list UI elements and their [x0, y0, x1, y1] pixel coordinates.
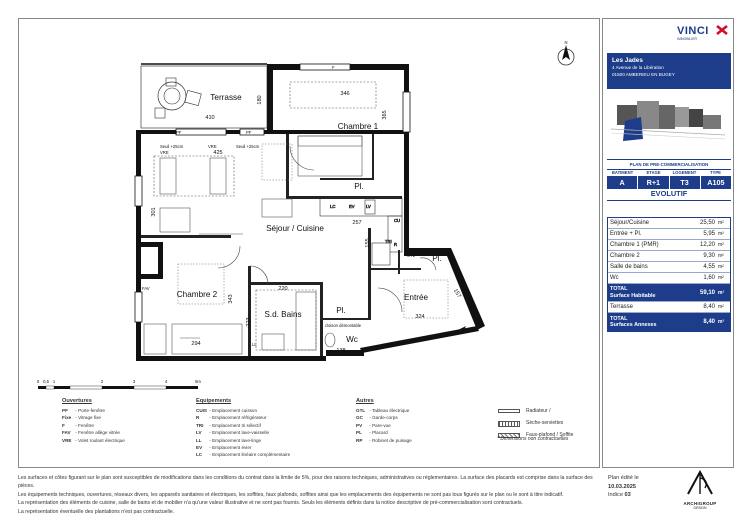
svg-text:2: 2: [100, 379, 104, 384]
svg-text:Seuil +25cm: Seuil +25cm: [160, 144, 184, 149]
svg-text:VRE: VRE: [160, 150, 169, 155]
architect-name: ARCHIGROUP: [683, 501, 717, 506]
svg-text:5m: 5m: [195, 379, 201, 384]
legend-radiator: Radiateur /: [498, 406, 573, 418]
project-name: Les Jades: [612, 57, 643, 64]
svg-text:F: F: [332, 65, 335, 70]
room-label-pl2: Pl.: [336, 306, 346, 315]
svg-text:1: 1: [52, 379, 56, 384]
brand-logo: VINCI: [677, 25, 709, 37]
svg-text:FAV: FAV: [142, 286, 150, 291]
cloison-label: cloison démontable: [324, 323, 362, 328]
svg-text:365: 365: [382, 110, 388, 120]
room-label-entree: Entrée: [403, 293, 429, 302]
svg-text:294: 294: [191, 341, 201, 347]
area-row: Wc 1,60 m²: [608, 273, 730, 284]
north-arrow-icon: [558, 40, 574, 65]
room-label-wc: Wc: [346, 335, 358, 344]
svg-text:LC: LC: [330, 204, 336, 209]
svg-text:EV: EV: [349, 204, 355, 209]
room-label-sejour: Séjour / Cuisine: [266, 224, 324, 233]
room-label-pl1: Pl.: [354, 182, 364, 191]
footer: [18, 470, 734, 514]
plan-type: PLAN DE PRE-COMMERCIALISATION: [607, 159, 731, 170]
disclaimer: Les surfaces et côtes figurant sur le plan sont susceptibles de modifications dans les conditions du contrat dans la limite de 5%, pour des raisons techniques, administratives ou réglementaires. La surface des placards est comprise dans la surface des pièces. Les équipements techniques, ouvertures, réseaux divers, les appareils sanitaires et électriques, les soffites, faux plafonds, soffites ainsi que les emplacements des équipements ne sont pas tous figurés sur le plan ou le sont à titre indicatif. La représentation des éléments de cuisine, salle de bains et de mobilier n'a qu'une valeur illustrative et ne sont pas fournis. Seuls les éléments définis dans la notice descriptive de pré-commercialisation sont contractuels. La représentation éventuelle des plantations n'est pas contractuelle.: [18, 475, 593, 515]
total-habitable-row: TOTAL Surface Habitable 59,10 m²: [608, 284, 730, 302]
svg-text:4: 4: [164, 379, 168, 384]
architect-sub: DESIGN: [693, 506, 707, 510]
svg-text:CU: CU: [394, 218, 401, 223]
brand-subtitle: IMMOBILIER: [677, 37, 697, 41]
info-panel: [602, 18, 734, 468]
area-row: Chambre 1 (PMR) 12,20 m²: [608, 240, 730, 251]
areas-table: [607, 217, 731, 332]
svg-text:180: 180: [257, 95, 263, 105]
key-plan: [607, 91, 731, 155]
legend-equipements: Equipements CUIS - Emplacement cuisson R - Emplacement réfrigérateur TRI - Emplacement tri sélectif LV - Emplacement lave-vaisselle LL - Emplacement lave-linge EV - Emplacement évier LC - Emplacement linéaire complémentaire: [196, 398, 291, 458]
svg-text:Seuil +25cm: Seuil +25cm: [236, 144, 260, 149]
identity-table: BATIMENT ETAGE LOGEMENT TYPE A R+1 T3 A105: [607, 169, 731, 189]
room-label-chambre1: Chambre 1: [337, 122, 379, 131]
room-label-sdb: S.d. Bains: [264, 310, 302, 319]
svg-text:TRI: TRI: [385, 239, 392, 244]
kitchen: [320, 198, 402, 265]
svg-text:257: 257: [352, 220, 362, 226]
project-address-line1: 4 Avenue de la Libération: [612, 65, 664, 70]
project-box: [607, 53, 731, 89]
room-label-pl3: Pl.: [432, 254, 442, 263]
svg-text:0,5: 0,5: [43, 379, 49, 384]
north-label: N: [564, 40, 568, 45]
vinci-mark-icon: [715, 24, 729, 36]
svg-text:138: 138: [336, 348, 346, 354]
legend-ouvertures: Ouvertures PF - Porte-fenêtre Fixe - Vitrage fixe F - Fenêtre FAV - Fenêtre allège vitrée VRE - Volet roulant électrique: [62, 398, 125, 443]
svg-text:220: 220: [278, 286, 288, 292]
dimensions-note: * Dimensions non contractuelles: [497, 436, 569, 442]
total-annex-row: TOTAL Surfaces Annexes 8,40 m²: [608, 313, 730, 331]
svg-text:301: 301: [151, 207, 157, 217]
svg-text:324: 324: [415, 314, 425, 320]
project-address-line2: 01500 AMBERIEU EN BUGEY: [612, 72, 675, 77]
room-label-terrasse: Terrasse: [210, 93, 242, 102]
exterior-walls: [136, 64, 485, 361]
area-row: Entrée + Pl. 5,95 m²: [608, 229, 730, 240]
building-value: A: [607, 176, 638, 189]
floor-value: R+1: [638, 176, 669, 189]
svg-text:0: 0: [36, 379, 40, 384]
legend-towel-dryer: Sèche-serviettes: [498, 418, 573, 430]
svg-text:157: 157: [451, 287, 462, 300]
architect-block: [668, 470, 732, 514]
opening-labels: [142, 65, 335, 347]
room-label-gtl: GTL: [406, 253, 416, 258]
plan-index: 03: [624, 492, 631, 499]
living-furniture: [154, 156, 292, 234]
area-row: Salle de bains 4,55 m²: [608, 262, 730, 273]
plan-meta: Plan édité le 10.03.2025 Indice 03: [608, 475, 639, 499]
variant-label: EVOLUTIF: [607, 189, 731, 201]
svg-text:223: 223: [246, 317, 252, 327]
svg-text:410: 410: [205, 115, 215, 121]
annex-row: Terrasse 8,40 m²: [608, 302, 730, 313]
svg-text:PF: PF: [246, 130, 252, 135]
legend-false-ceiling: Faux-plafond / Soffite: [498, 430, 573, 442]
unit-type-value: T3: [670, 176, 701, 189]
terrace: [141, 64, 273, 130]
svg-text:155: 155: [365, 238, 371, 248]
scale-bar: [37, 379, 202, 389]
svg-text:LL: LL: [252, 342, 257, 347]
svg-text:R: R: [394, 242, 398, 247]
lot-value: A105: [701, 176, 731, 189]
room-label-chambre2: Chambre 2: [176, 290, 218, 299]
bedroom2-bed: [144, 324, 242, 354]
svg-text:PF: PF: [176, 130, 182, 135]
svg-text:343: 343: [228, 294, 234, 304]
svg-text:3: 3: [132, 379, 136, 384]
svg-text:425: 425: [213, 150, 223, 156]
area-row: Séjour/Cuisine 25,50 m²: [608, 218, 730, 229]
svg-text:346: 346: [340, 91, 350, 97]
area-row: Chambre 2 9,30 m²: [608, 251, 730, 262]
legend-autres: Autres GTL - Tableau électrique GC - Garde-corps PV - Pare-vue PL - Placard RP - Robinet de puisage: [356, 398, 412, 443]
svg-text:LV: LV: [366, 204, 371, 209]
architect-logo-icon: [685, 470, 715, 496]
svg-text:VRE: VRE: [208, 144, 217, 149]
plan-date: 10.03.2025: [608, 483, 636, 490]
